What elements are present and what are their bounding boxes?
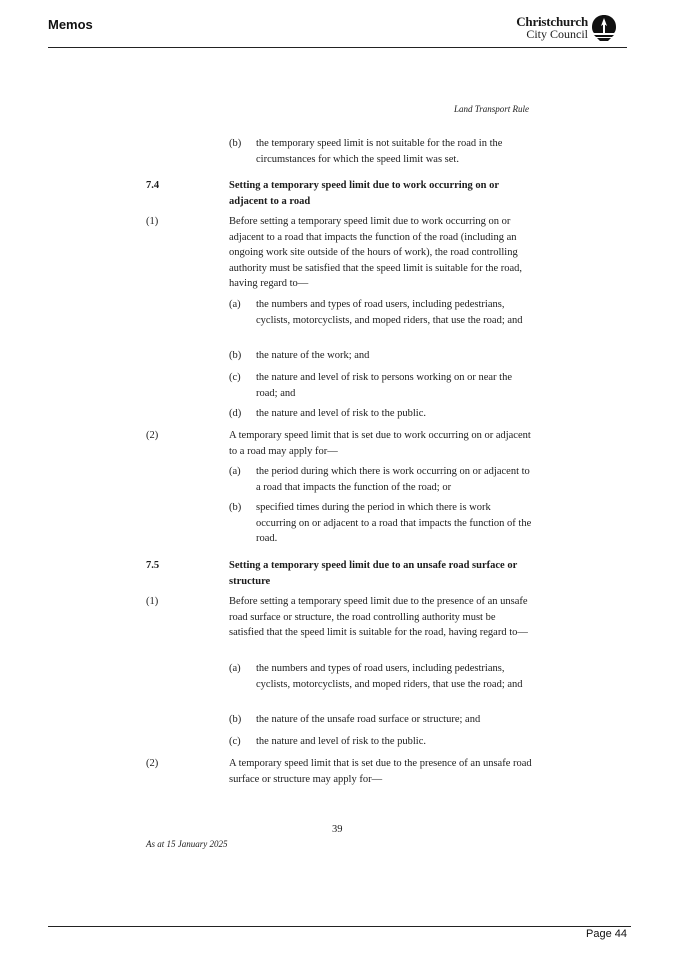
item-text: the nature and level of risk to the public. — [256, 408, 426, 419]
section-number: 7.5 — [146, 560, 160, 571]
section-heading: Setting a temporary speed limit due to an unsafe road surface or structure — [229, 560, 518, 587]
item-label: (d) — [229, 408, 242, 419]
subsection-number: (2) — [146, 758, 159, 769]
list-item — [229, 370, 532, 401]
subsection-text: A temporary speed limit that is set due to work occurring on or adjacent to a road may apply for— — [229, 430, 531, 457]
footer-divider — [48, 926, 631, 927]
item-label: (b) — [229, 714, 242, 725]
as-at-date: As at 15 January 2025 — [146, 839, 228, 849]
item-text: specified times during the period in which there is work occurring on or adjacent to a road that impacts the function of the road. — [256, 502, 532, 544]
header-title: Memos — [48, 17, 93, 32]
item-text: the nature and level of risk to persons working on or near the road; and — [256, 372, 513, 399]
logo-line2: City Council — [526, 27, 588, 41]
section-number: 7.4 — [146, 180, 160, 191]
item-label: (c) — [229, 372, 241, 383]
council-logo — [516, 14, 617, 42]
list-item — [229, 734, 532, 750]
subsection-number: (1) — [146, 596, 159, 607]
item-text: the temporary speed limit is not suitable for the road in the circumstances for which the speed limit was set. — [256, 138, 503, 165]
list-item — [229, 500, 532, 547]
item-text: the numbers and types of road users, including pedestrians, cyclists, motorcyclists, and moped riders, that use the road; and — [256, 299, 523, 326]
item-label: (a) — [229, 299, 241, 310]
list-item — [229, 406, 532, 422]
item-text: the nature and level of risk to the public. — [256, 736, 426, 747]
council-emblem-icon — [591, 14, 617, 42]
item-label: (b) — [229, 350, 242, 361]
subsection-number: (1) — [146, 216, 159, 227]
running-head: Land Transport Rule — [453, 104, 529, 114]
list-item — [229, 464, 532, 495]
header-divider — [48, 47, 627, 48]
item-text: the numbers and types of road users, including pedestrians, cyclists, motorcyclists, and moped riders, that use the road; and — [256, 663, 523, 690]
list-item — [229, 297, 532, 328]
item-text: the period during which there is work occurring on or adjacent to a road that impacts the function of the road; or — [256, 466, 530, 493]
list-item — [229, 712, 532, 728]
item-label: (a) — [229, 466, 241, 477]
logo-line1: Christchurch — [516, 14, 588, 29]
item-text: the nature of the unsafe road surface or structure; and — [256, 714, 481, 725]
item-label: (b) — [229, 502, 242, 513]
document-page-number: 39 — [332, 824, 343, 835]
list-item — [229, 661, 532, 692]
subsection-text: Before setting a temporary speed limit due to work occurring on or adjacent to a road that impacts the function of the road (including an ongoing work site outside of the hours of work), the road controlling authority must be satisfied that the speed limit is suitable for the road, having regard to— — [229, 216, 523, 289]
section-heading: Setting a temporary speed limit due to work occurring on or adjacent to a road — [229, 180, 499, 207]
subsection-text: Before setting a temporary speed limit due to the presence of an unsafe road surface or structure, the road controlling authority must be satisfied that the speed limit is suitable for the road, having regard to— — [229, 596, 528, 638]
page-footer: Page 44 — [586, 928, 627, 940]
item-text: the nature of the work; and — [256, 350, 370, 361]
list-item — [229, 136, 532, 167]
item-label: (b) — [229, 138, 242, 149]
item-label: (a) — [229, 663, 241, 674]
subsection-text: A temporary speed limit that is set due to the presence of an unsafe road surface or structure may apply for— — [229, 758, 532, 785]
subsection-number: (2) — [146, 430, 159, 441]
list-item — [229, 348, 532, 364]
item-label: (c) — [229, 736, 241, 747]
